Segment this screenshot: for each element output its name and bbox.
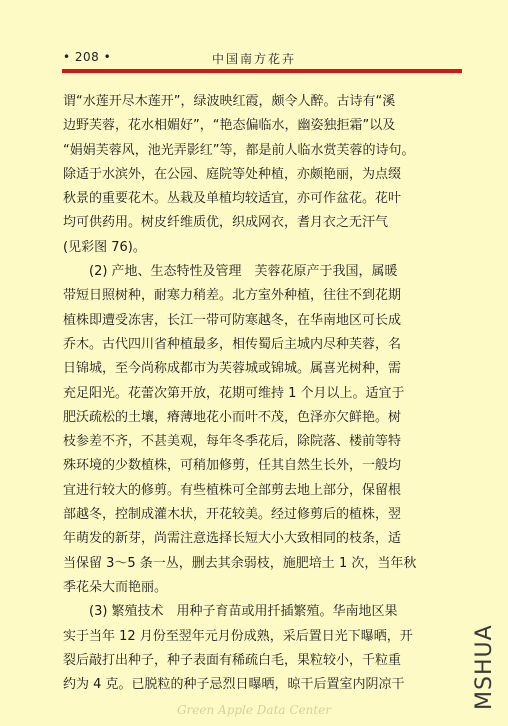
text-line: (3) 繁殖技术 用种子育苗或用扦插繁殖。华南地区果: [89, 604, 398, 620]
running-title: 中国南方花卉: [211, 52, 296, 66]
text-line: 当保留 3～5 条一丛，删去其余弱枝，施肥培土 1 次，当年秋: [63, 555, 417, 571]
text-line: 秋景的重要花木。丛栽及单植均较适宜，亦可作盆花。花叶: [63, 191, 402, 207]
bottom-watermark: Green Apple Data Center: [176, 703, 332, 717]
text-line: 除适于水滨外，在公园、庭院等处种植，亦颇艳丽，为点缀: [63, 166, 402, 182]
header-rule: [62, 69, 462, 73]
text-line: 边野芙蓉，花水相媚好”，“艳态偏临水，幽姿独拒霜”以及: [63, 118, 396, 134]
text-line: 殊环境的少数植株，可稍加修剪，任其自然生长外，一般均: [63, 458, 402, 474]
text-line: 年萌发的新芽，尚需注意选择长短大小大致相同的枝条，适: [63, 531, 402, 547]
text-line: 带短日照树种，耐寒力稍差。北方室外种植，往往不到花期: [63, 288, 402, 304]
text-line: (2) 产地、生态特性及管理 芙蓉花原产于我国，属暖: [89, 264, 398, 280]
text-line: 部越冬，控制成灌木状，开花较美。经过修剪后的植株，翌: [63, 507, 402, 523]
text-line: 均可供药用。树皮纤维质优，织成网衣，耆月衣之无汗气: [63, 215, 389, 231]
text-line: 肥沃疏松的土壤，瘠薄地花小而叶不茂，色泽亦欠鲜艳。树: [63, 409, 402, 425]
text-line: 约为 4 克。已脱粒的种子忌烈日曝晒，晾干后置室内阴凉干: [63, 677, 405, 693]
text-line: 充足阳光。花蕾次第开放，花期可维持 1 个月以上。适宜于: [63, 385, 405, 401]
text-line: 谓“水莲开尽木莲开”，绿波映红霞，颇令人醉。古诗有“溪: [63, 94, 396, 109]
text-line: 枝参差不齐，不甚美观，每年冬季花后，除院落、楼前等特: [63, 434, 402, 450]
text-line: 宜进行较大的修剪。有些植株可全部剪去地上部分，保留根: [63, 482, 402, 498]
text-line: 植株即遭受冻害，长江一带可防寒越冬，在华南地区可长成: [63, 312, 402, 328]
text-line: 裂后敲打出种子，种子表面有稀疏白毛，果粒较小，千粒重: [63, 652, 402, 668]
text-line: 乔木。古代四川省种植最多，相传蜀后主城内尽种芙蓉，名: [63, 336, 402, 352]
text-line: 季花朵大而艳丽。: [63, 579, 168, 595]
text-line: 实于当年 12 月份至翌年元月份成熟，采后置日光下曝晒，开: [63, 628, 413, 644]
body-text: [63, 90, 473, 697]
text-line: 日锦城，至今尚称成都市为芙蓉城或锦城。属喜光树种，需: [63, 361, 402, 377]
text-line: “娟娟芙蓉风，池光弄影红”等，都是前人临水赏芙蓉的诗句。: [63, 142, 415, 158]
page-header: [0, 50, 508, 70]
text-line: (见彩图 76)。: [63, 239, 146, 255]
side-watermark-text: MSHUA: [472, 624, 497, 710]
page-number: • 208 •: [63, 50, 112, 64]
side-watermark: [472, 610, 502, 710]
